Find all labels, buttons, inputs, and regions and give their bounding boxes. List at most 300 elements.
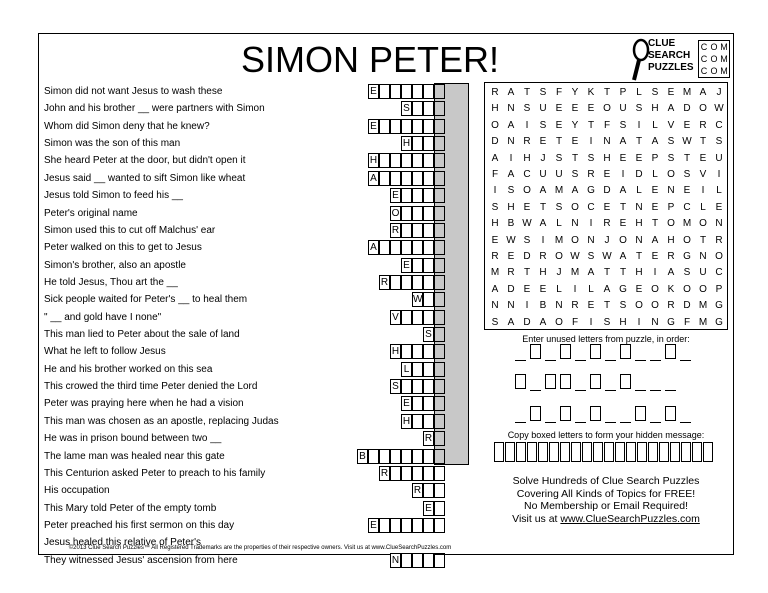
answer-cell[interactable]: E — [401, 396, 412, 411]
word-search-letter[interactable]: E — [603, 201, 611, 213]
word-search-letter[interactable]: E — [603, 169, 611, 180]
answer-cell[interactable] — [434, 344, 445, 359]
word-search-letter[interactable]: S — [587, 152, 595, 164]
word-search-letter[interactable]: A — [619, 251, 627, 262]
word-search-letter[interactable]: I — [653, 267, 657, 279]
word-search-letter[interactable]: T — [619, 267, 627, 279]
answer-cell[interactable]: E — [368, 119, 379, 134]
answer-cell[interactable] — [434, 171, 445, 186]
word-search-letter[interactable]: H — [603, 152, 611, 164]
word-search-letter[interactable]: S — [523, 103, 531, 115]
answer-cell[interactable] — [401, 223, 412, 238]
word-search-letter[interactable]: R — [571, 300, 579, 312]
word-search-letter[interactable]: N — [667, 185, 675, 197]
word-search-letter[interactable]: I — [621, 169, 625, 180]
word-search-letter[interactable]: I — [573, 283, 577, 295]
answer-cell[interactable]: E — [368, 84, 379, 99]
answer-cell[interactable] — [379, 518, 390, 533]
answer-cell[interactable] — [423, 188, 434, 203]
word-search-letter[interactable]: T — [523, 267, 531, 279]
answer-cell[interactable] — [412, 223, 423, 238]
word-search-letter[interactable]: W — [506, 234, 516, 246]
word-search-letter[interactable]: L — [588, 283, 594, 295]
word-search-letter[interactable]: W — [682, 136, 692, 148]
answer-cell[interactable] — [423, 362, 434, 377]
word-search-letter[interactable]: H — [635, 267, 643, 279]
word-search-letter[interactable]: A — [603, 283, 611, 295]
boxed-letter-slot[interactable] — [530, 406, 541, 421]
answer-cell[interactable] — [401, 240, 412, 255]
word-search-letter[interactable]: A — [651, 136, 659, 148]
word-search-letter[interactable]: O — [683, 234, 691, 246]
answer-cell[interactable] — [434, 84, 445, 99]
answer-cell[interactable] — [412, 84, 423, 99]
word-search-letter[interactable]: F — [603, 119, 611, 131]
word-search-letter[interactable]: J — [716, 87, 722, 98]
letter-slot[interactable] — [680, 406, 691, 423]
word-search-letter[interactable]: R — [539, 251, 547, 262]
message-letter-box[interactable] — [538, 442, 548, 462]
word-search-letter[interactable]: S — [683, 169, 691, 180]
answer-cell[interactable] — [412, 171, 423, 186]
answer-cell[interactable] — [401, 188, 412, 203]
answer-cell[interactable]: S — [390, 379, 401, 394]
word-search-letter[interactable]: E — [635, 283, 643, 295]
answer-cell[interactable] — [412, 153, 423, 168]
word-search-letter[interactable]: S — [539, 87, 547, 98]
letter-slot[interactable] — [620, 406, 631, 423]
answer-cell[interactable] — [434, 483, 445, 498]
word-search-letter[interactable]: O — [555, 251, 563, 262]
word-search-letter[interactable]: T — [619, 201, 627, 213]
answer-cell[interactable] — [379, 119, 390, 134]
word-search-letter[interactable]: A — [507, 119, 515, 131]
boxed-letter-slot[interactable] — [560, 344, 571, 359]
word-search-letter[interactable]: O — [651, 283, 659, 295]
answer-cell[interactable] — [412, 518, 423, 533]
answer-cell[interactable] — [379, 84, 390, 99]
word-search-letter[interactable]: F — [491, 169, 499, 180]
message-letter-box[interactable] — [626, 442, 636, 462]
word-search-letter[interactable]: A — [507, 316, 515, 328]
letter-slot[interactable] — [530, 374, 541, 391]
answer-cell[interactable]: H — [402, 415, 411, 427]
answer-cell[interactable] — [434, 327, 445, 342]
answer-cell[interactable] — [434, 518, 445, 533]
boxed-letter-slot[interactable] — [545, 374, 556, 389]
answer-cell[interactable] — [423, 153, 434, 168]
word-search-letter[interactable]: E — [571, 103, 579, 115]
message-letter-box[interactable] — [527, 442, 537, 462]
word-search-letter[interactable]: O — [491, 119, 499, 131]
answer-cell[interactable] — [434, 101, 445, 116]
word-search-letter[interactable]: O — [555, 316, 563, 328]
word-search-letter[interactable]: S — [715, 136, 723, 148]
word-search-letter[interactable]: I — [637, 119, 641, 131]
word-search-letter[interactable]: F — [683, 316, 691, 328]
word-search-letter[interactable]: V — [699, 169, 707, 180]
answer-cell[interactable] — [423, 136, 434, 151]
word-search-letter[interactable]: H — [619, 316, 627, 328]
word-search-letter[interactable]: G — [683, 251, 691, 262]
answer-cell[interactable] — [412, 101, 423, 116]
word-search-letter[interactable]: D — [523, 316, 531, 328]
answer-cell[interactable] — [412, 206, 423, 221]
word-search-letter[interactable]: S — [667, 152, 675, 164]
answer-cell[interactable] — [412, 258, 423, 273]
word-search-letter[interactable]: L — [700, 201, 706, 213]
word-search-letter[interactable]: E — [571, 136, 579, 148]
word-search-letter[interactable]: D — [507, 283, 515, 295]
word-search-letter[interactable]: R — [491, 87, 499, 98]
answer-cell[interactable] — [434, 292, 445, 307]
answer-cell[interactable] — [423, 223, 434, 238]
answer-cell[interactable] — [401, 119, 412, 134]
answer-cell[interactable] — [423, 518, 434, 533]
word-search-letter[interactable]: R — [507, 267, 515, 279]
word-search-letter[interactable]: R — [667, 300, 675, 312]
word-search-letter[interactable]: G — [619, 283, 627, 295]
word-search-letter[interactable]: E — [587, 300, 595, 312]
answer-cell[interactable]: A — [368, 171, 379, 186]
word-search-letter[interactable]: T — [555, 136, 563, 148]
answer-cell[interactable] — [434, 275, 445, 290]
message-letter-box[interactable] — [670, 442, 680, 462]
answer-cell[interactable] — [412, 396, 423, 411]
answer-cell[interactable]: L — [401, 362, 412, 377]
letter-slot[interactable] — [665, 374, 676, 391]
message-letter-box[interactable] — [549, 442, 559, 462]
letter-slot[interactable] — [575, 374, 586, 391]
word-search-letter[interactable]: N — [507, 136, 515, 148]
answer-cell[interactable] — [434, 449, 445, 464]
answer-cell[interactable] — [423, 344, 434, 359]
word-search-letter[interactable]: N — [635, 234, 643, 246]
answer-cell[interactable]: E — [390, 188, 401, 203]
answer-cell[interactable] — [412, 466, 423, 481]
answer-cell[interactable] — [412, 553, 423, 568]
message-letter-box[interactable] — [681, 442, 691, 462]
answer-cell[interactable] — [390, 275, 401, 290]
word-search-letter[interactable]: S — [635, 103, 643, 115]
boxed-letter-slot[interactable] — [590, 374, 601, 389]
word-search-letter[interactable]: J — [556, 267, 562, 279]
word-search-letter[interactable]: I — [589, 218, 593, 230]
word-search-letter[interactable]: U — [555, 169, 563, 180]
word-search-letter[interactable]: N — [507, 300, 515, 312]
message-letter-box[interactable] — [571, 442, 581, 462]
word-search-letter[interactable]: L — [636, 185, 642, 197]
word-search-letter[interactable]: S — [539, 119, 547, 131]
word-search-letter[interactable]: T — [523, 87, 531, 98]
word-search-letter[interactable]: J — [604, 234, 610, 246]
word-search-letter[interactable]: E — [651, 185, 659, 197]
answer-cell[interactable] — [423, 292, 434, 307]
word-search-letter[interactable]: T — [571, 152, 579, 164]
word-search-letter[interactable]: R — [523, 136, 531, 148]
answer-cell[interactable] — [412, 136, 423, 151]
answer-cell[interactable]: E — [423, 501, 434, 516]
hidden-message-boxes[interactable] — [494, 442, 724, 464]
word-search-letter[interactable]: I — [509, 152, 513, 164]
word-search-letter[interactable]: H — [635, 218, 643, 230]
word-search-letter[interactable]: S — [603, 316, 611, 328]
word-search-letter[interactable]: N — [571, 218, 579, 230]
answer-cell[interactable] — [412, 362, 423, 377]
answer-cell[interactable]: R — [413, 485, 422, 497]
word-search-letter[interactable]: E — [715, 201, 723, 213]
answer-cell[interactable] — [412, 449, 423, 464]
word-search-letter[interactable]: O — [699, 283, 707, 295]
answer-cell[interactable] — [401, 379, 412, 394]
message-letter-box[interactable] — [604, 442, 614, 462]
answer-cell[interactable] — [434, 396, 445, 411]
answer-cell[interactable] — [423, 553, 434, 568]
word-search-letter[interactable]: R — [699, 119, 707, 131]
word-search-letter[interactable]: C — [715, 119, 723, 131]
answer-cell[interactable] — [412, 310, 423, 325]
answer-cell[interactable] — [390, 449, 401, 464]
letter-slot[interactable] — [575, 344, 586, 361]
word-search-letter[interactable]: O — [651, 300, 659, 312]
answer-cell[interactable] — [401, 310, 412, 325]
answer-cell[interactable] — [401, 171, 412, 186]
message-letter-box[interactable] — [593, 442, 603, 462]
word-search-letter[interactable]: T — [603, 87, 611, 98]
word-search-letter[interactable]: I — [701, 185, 705, 197]
answer-cell[interactable] — [423, 171, 434, 186]
word-search-letter[interactable]: T — [603, 300, 611, 312]
answer-cell[interactable]: H — [402, 138, 411, 150]
word-search-letter[interactable]: A — [539, 316, 547, 328]
word-search-letter[interactable]: C — [587, 201, 595, 213]
word-search-letter[interactable]: S — [571, 169, 579, 180]
word-search-letter[interactable]: N — [715, 218, 723, 230]
word-search-letter[interactable]: U — [619, 103, 627, 115]
word-search-letter[interactable]: H — [507, 201, 515, 213]
word-search-letter[interactable]: D — [523, 251, 531, 262]
answer-cell[interactable] — [401, 553, 412, 568]
word-search-letter[interactable]: S — [619, 300, 627, 312]
answer-cell[interactable]: S — [401, 101, 412, 116]
word-search-letter[interactable]: S — [555, 201, 563, 213]
word-search-letter[interactable]: E — [635, 152, 643, 164]
word-search-letter[interactable]: E — [539, 136, 547, 148]
word-search-letter[interactable]: Y — [571, 119, 579, 131]
word-search-letter[interactable]: O — [667, 218, 675, 230]
word-search-letter[interactable]: M — [554, 234, 564, 246]
word-search-letter[interactable]: A — [539, 185, 547, 197]
word-search-letter[interactable]: G — [715, 300, 723, 312]
answer-cell[interactable] — [434, 136, 445, 151]
word-search-letter[interactable]: N — [587, 234, 595, 246]
clue-search-logo[interactable] — [630, 38, 730, 82]
word-search-letter[interactable]: O — [683, 283, 691, 295]
word-search-letter[interactable]: E — [555, 103, 563, 115]
answer-cell[interactable] — [423, 483, 434, 498]
answer-cell[interactable]: H — [369, 155, 378, 167]
word-search-letter[interactable]: U — [539, 103, 547, 115]
boxed-letter-slot[interactable] — [560, 406, 571, 421]
word-search-letter[interactable]: T — [651, 218, 659, 230]
word-search-letter[interactable]: P — [667, 201, 675, 213]
word-search-letter[interactable]: E — [587, 103, 595, 115]
answer-cell[interactable] — [412, 344, 423, 359]
word-search-letter[interactable]: H — [651, 103, 659, 115]
answer-cell[interactable] — [423, 240, 434, 255]
word-search-letter[interactable]: A — [507, 87, 515, 98]
answer-cell[interactable]: H — [391, 346, 400, 358]
answer-cell[interactable] — [412, 379, 423, 394]
word-search-letter[interactable]: N — [491, 300, 499, 312]
message-letter-box[interactable] — [703, 442, 713, 462]
answer-cell[interactable] — [434, 414, 445, 429]
word-search-letter[interactable]: J — [540, 152, 546, 164]
word-search-letter[interactable]: O — [523, 185, 531, 197]
word-search-letter[interactable]: L — [556, 283, 562, 295]
word-search-letter[interactable]: E — [651, 251, 659, 262]
word-search-letter[interactable]: N — [651, 316, 659, 328]
answer-cell[interactable] — [423, 466, 434, 481]
message-letter-box[interactable] — [494, 442, 504, 462]
word-search-letter[interactable]: O — [619, 234, 627, 246]
answer-cell[interactable]: R — [391, 224, 400, 236]
answer-cell[interactable] — [401, 153, 412, 168]
word-search-letter[interactable]: R — [667, 251, 675, 262]
answer-cell[interactable] — [423, 84, 434, 99]
word-search-letter[interactable]: F — [571, 316, 579, 328]
answer-cell[interactable] — [434, 431, 445, 446]
word-search-letter[interactable]: A — [507, 169, 515, 180]
answer-cell[interactable] — [423, 310, 434, 325]
word-search-letter[interactable]: G — [587, 185, 595, 197]
word-search-letter[interactable]: S — [667, 136, 675, 148]
word-search-letter[interactable]: N — [635, 201, 643, 213]
answer-cell[interactable] — [423, 396, 434, 411]
word-search-letter[interactable]: A — [539, 218, 547, 230]
letter-slot[interactable] — [680, 344, 691, 361]
word-search-letter[interactable]: O — [699, 218, 707, 230]
word-search-letter[interactable]: A — [667, 103, 675, 115]
word-search-letter[interactable]: T — [683, 152, 691, 164]
word-search-letter[interactable]: H — [491, 103, 499, 115]
word-search-letter[interactable]: A — [651, 234, 659, 246]
answer-cell[interactable] — [434, 153, 445, 168]
word-search-letter[interactable]: N — [603, 136, 611, 148]
word-search-letter[interactable]: A — [491, 283, 499, 295]
word-search-letter[interactable]: L — [652, 169, 658, 180]
answer-cell[interactable] — [390, 171, 401, 186]
word-search-letter[interactable]: G — [715, 316, 723, 328]
word-search-letter[interactable]: N — [507, 103, 515, 115]
answer-cell[interactable] — [379, 171, 390, 186]
letter-slot[interactable] — [545, 406, 556, 423]
word-search-letter[interactable]: H — [491, 218, 499, 230]
answer-cell[interactable]: E — [368, 518, 379, 533]
answer-cell[interactable]: B — [357, 449, 368, 464]
word-search-letter[interactable]: M — [570, 267, 580, 279]
word-search-letter[interactable]: E — [651, 201, 659, 213]
word-search-letter[interactable]: E — [523, 201, 531, 213]
word-search-letter[interactable]: T — [699, 136, 707, 148]
word-search-letter[interactable]: N — [555, 300, 563, 312]
word-search-letter[interactable]: I — [541, 234, 545, 246]
word-search-letter[interactable]: R — [587, 169, 595, 180]
letter-slot[interactable] — [605, 406, 616, 423]
word-search-letter[interactable]: D — [683, 103, 691, 115]
word-search-letter[interactable]: A — [619, 136, 627, 148]
word-search-letter[interactable]: W — [714, 103, 724, 115]
word-search-letter[interactable]: C — [683, 201, 691, 213]
word-search-letter[interactable]: W — [522, 218, 532, 230]
word-search-letter[interactable]: I — [589, 136, 593, 148]
answer-cell[interactable] — [412, 188, 423, 203]
word-search-letter[interactable]: E — [667, 87, 675, 98]
answer-cell[interactable] — [423, 206, 434, 221]
word-search-letter[interactable]: T — [587, 119, 595, 131]
word-search-letter[interactable]: O — [667, 169, 675, 180]
word-search-letter[interactable]: T — [539, 201, 547, 213]
message-letter-box[interactable] — [659, 442, 669, 462]
word-search-letter[interactable]: B — [507, 218, 515, 230]
word-search-letter[interactable]: G — [667, 316, 675, 328]
answer-cell[interactable] — [423, 101, 434, 116]
answer-cell[interactable] — [423, 258, 434, 273]
word-search-letter[interactable]: U — [715, 152, 723, 164]
word-search-letter[interactable]: T — [699, 234, 707, 246]
answer-cell[interactable] — [434, 188, 445, 203]
message-letter-box[interactable] — [648, 442, 658, 462]
word-search-letter[interactable]: U — [539, 169, 547, 180]
boxed-letter-slot[interactable] — [530, 344, 541, 359]
word-search-letter[interactable]: O — [699, 103, 707, 115]
word-search-letter[interactable]: F — [555, 87, 563, 98]
word-search-letter[interactable]: S — [683, 267, 691, 279]
boxed-letter-slot[interactable] — [620, 374, 631, 389]
answer-cell[interactable] — [423, 449, 434, 464]
answer-cell[interactable] — [434, 362, 445, 377]
answer-cell[interactable] — [412, 119, 423, 134]
word-search-letter[interactable]: M — [682, 218, 692, 230]
word-search-letter[interactable]: E — [507, 251, 515, 262]
answer-cell[interactable]: A — [368, 240, 379, 255]
word-search-letter[interactable]: S — [523, 234, 531, 246]
word-search-letter[interactable]: E — [683, 119, 691, 131]
word-search-letter[interactable]: R — [491, 251, 499, 262]
message-letter-box[interactable] — [615, 442, 625, 462]
word-search-letter[interactable]: S — [587, 251, 595, 262]
word-search-letter[interactable]: A — [571, 185, 579, 197]
word-search-letter[interactable]: A — [667, 267, 675, 279]
word-search-letter[interactable]: D — [683, 300, 691, 312]
answer-cell[interactable] — [412, 240, 423, 255]
word-search-letter[interactable]: D — [491, 136, 499, 148]
answer-cell[interactable]: N — [391, 554, 400, 566]
answer-cell[interactable] — [390, 84, 401, 99]
word-search-letter[interactable]: I — [493, 185, 497, 197]
word-search-letter[interactable]: H — [667, 234, 675, 246]
word-search-letter[interactable]: I — [637, 316, 641, 328]
answer-cell[interactable] — [401, 518, 412, 533]
message-letter-box[interactable] — [692, 442, 702, 462]
word-search-letter[interactable]: E — [699, 152, 707, 164]
answer-cell[interactable] — [390, 119, 401, 134]
answer-cell[interactable] — [401, 449, 412, 464]
word-search-letter[interactable]: E — [555, 119, 563, 131]
word-search-letter[interactable]: M — [554, 185, 564, 197]
word-search-letter[interactable]: L — [652, 119, 658, 131]
website-link[interactable]: www.ClueSearchPuzzles.com — [560, 512, 700, 525]
